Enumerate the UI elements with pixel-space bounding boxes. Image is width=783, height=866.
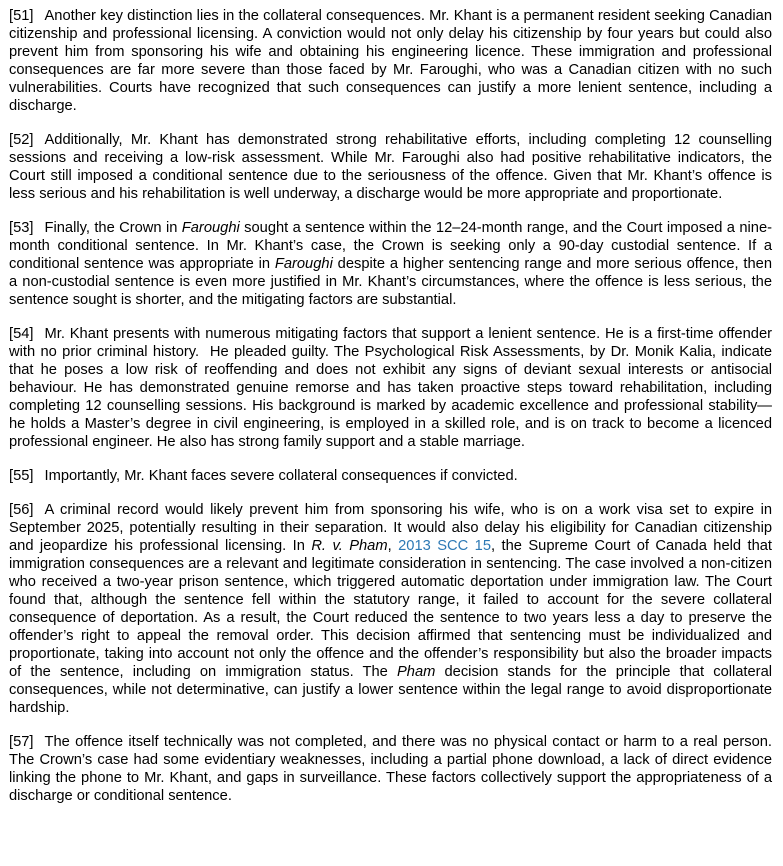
case-name-italic: R. v. Pham — [311, 538, 388, 554]
paragraph-number: [56] — [9, 502, 34, 518]
paragraph-number: [53] — [9, 220, 34, 236]
paragraph-number: [57] — [9, 734, 34, 750]
paragraph — [9, 131, 772, 203]
paragraph-number: [54] — [9, 326, 34, 342]
paragraph — [9, 219, 772, 309]
paragraph-number: [55] — [9, 468, 34, 484]
text-segment: sought a sentence within the 12–24-month range, and the Court imposed a nine-month conditional sentence. In Mr. Khant’s case, the Crown is seeking only a 90-day custodial sentence. If a conditional sentence was appropriate in — [9, 220, 773, 272]
text-segment: Mr. Khant presents with numerous mitigating factors that support a lenient sentence. He is a first-time offender with no prior criminal history. He pleaded guilty. The Psychological Risk Assessments, by Dr. Monik Kalia, indicate that he poses a low risk of reoffending and does not exhibit any signs of deviant sexual interests or antisocial behaviour. He has demonstrated genuine remorse and has taken proactive steps toward rehabilitation, including completing 12 counselling sessions. His background is marked by academic excellence and professional stability—he holds a Master’s degree in civil engineering, is employed in a skilled role, and is on track to become a licenced professional engineer. He also has strong family support and a stable marriage. — [9, 326, 772, 450]
text-segment: decision stands for the principle that collateral consequences, while not determinative, can justify a lower sentence within the legal range to avoid disproportionate hardship. — [9, 664, 773, 716]
paragraph — [9, 325, 772, 451]
text-segment: The offence itself technically was not completed, and there was no physical contact or harm to a real person. The Crown’s case had some evidentiary weaknesses, including a partial phone download, a lack of direct evidence linking the phone to Mr. Khant, and gaps in surveillance. These factors collectively support the appropriateness of a discharge or conditional sentence. — [9, 734, 772, 804]
case-name-italic: Faroughi — [274, 256, 333, 272]
paragraph — [9, 467, 772, 485]
paragraph — [9, 733, 772, 805]
paragraph-number: [51] — [9, 8, 34, 24]
text-segment: A criminal record would likely prevent him from sponsoring his wife, who is on a work visa set to expire in September 2025, potentially resulting in their separation. It would also delay his eligibility for Canadian citizenship and jeopardize his professional licensing. In — [9, 502, 772, 554]
text-segment: , — [387, 538, 399, 554]
case-citation-link[interactable]: 2013 SCC 15 — [398, 538, 491, 554]
case-name-italic: Pham — [396, 664, 436, 680]
text-segment: Another key distinction lies in the collateral consequences. Mr. Khant is a permanent resident seeking Canadian citizenship and professional licensing. A conviction would not only delay his citizenship by four years but could also prevent him from sponsoring his wife and obtaining his engineering licence. These immigration and professional consequences are far more severe than those faced by Mr. Faroughi, who was a Canadian citizen with no such vulnerabilities. Courts have recognized that such consequences can justify a more lenient sentence, including a discharge. — [9, 8, 772, 114]
case-name-italic: Faroughi — [181, 220, 240, 236]
paragraph — [9, 7, 772, 115]
document-body — [9, 7, 772, 805]
text-segment: , the Supreme Court of Canada held that immigration consequences are a relevant and legitimate consideration in sentencing. The case involved a non-citizen who received a two-year prison sentence, which triggered automatic deportation under immigration law. The Court found that, although the sentence fell within the statutory range, it failed to account for the severe collateral consequence of deportation. As a result, the Court reduced the sentence to two years less a day to preserve the offender’s right to appeal the removal order. This decision affirmed that sentencing must be individualized and proportionate, taking into account not only the offence and the offender’s responsibility but also the broader impacts of the sentence, including on immigration status. The — [9, 538, 772, 680]
paragraph — [9, 501, 772, 717]
text-segment: despite a higher sentencing range and more serious offence, then a non-custodial sentence is even more justified in Mr. Khant’s circumstances, where the offence is less serious, the sentence sought is shorter, and the mitigating factors are substantial. — [9, 256, 772, 308]
text-segment: Importantly, Mr. Khant faces severe collateral consequences if convicted. — [44, 468, 518, 484]
paragraph-number: [52] — [9, 132, 34, 148]
text-segment: Additionally, Mr. Khant has demonstrated strong rehabilitative efforts, including completing 12 counselling sessions and receiving a low-risk assessment. While Mr. Faroughi also had positive rehabilitative indicators, the Court still imposed a conditional sentence due to the seriousness of the offence. Given that Mr. Khant’s offence is less serious and his rehabilitation is well underway, a discharge would be more appropriate and proportionate. — [9, 132, 772, 202]
text-segment: Finally, the Crown in — [44, 220, 182, 236]
